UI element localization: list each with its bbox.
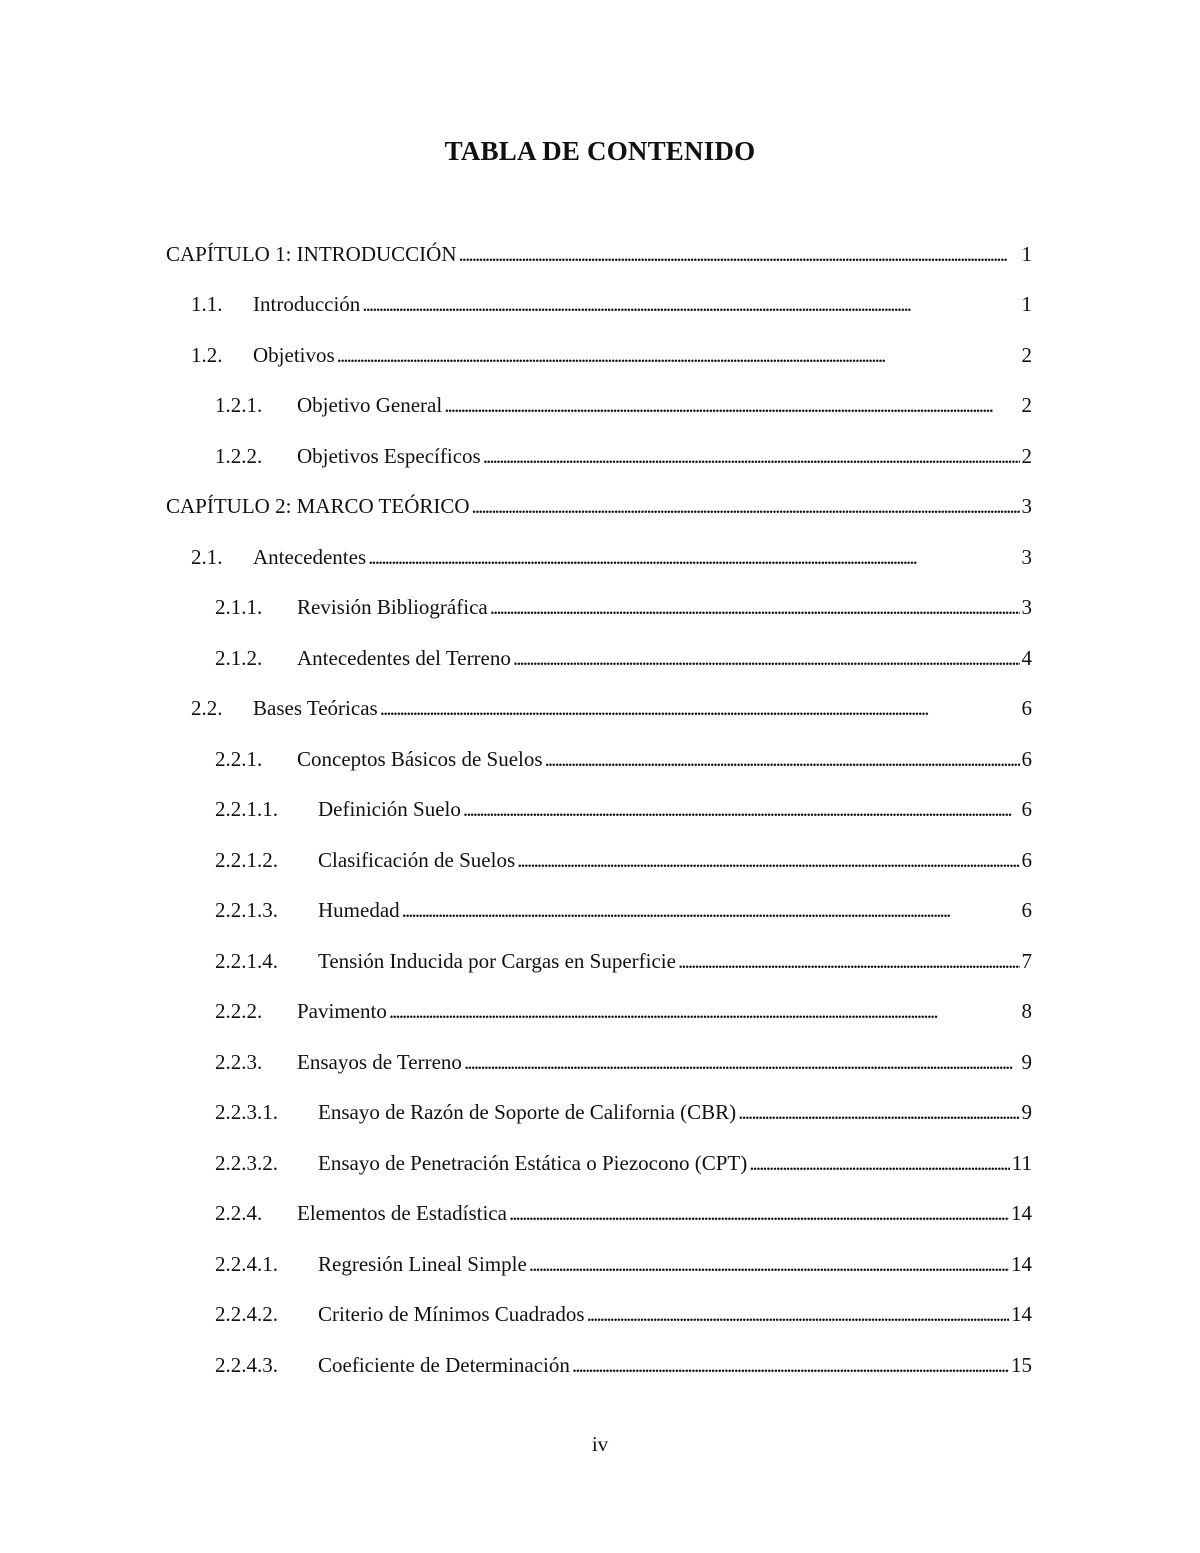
toc-entry[interactable] (166, 431, 1032, 482)
toc-entry-number: 2.1.2. (215, 645, 263, 670)
toc-dot-leader (402, 900, 1020, 921)
toc-entry-label: Bases Teóricas (253, 696, 378, 721)
toc-entry[interactable] (166, 633, 1032, 684)
toc-entry-label: Objetivo General (297, 393, 443, 418)
toc-dot-leader (738, 1102, 1019, 1123)
toc-entry[interactable] (166, 936, 1032, 987)
toc-entry-label: Introducción (253, 292, 361, 317)
toc-entry-page: 4 (1021, 645, 1032, 670)
toc-entry-label: CAPÍTULO 1: INTRODUCCIÓN (166, 241, 457, 266)
toc-entry-page: 6 (1021, 797, 1032, 822)
toc-entry-page: 2 (1021, 342, 1032, 367)
toc-entry-page: 9 (1021, 1049, 1032, 1074)
toc-entry-page: 1 (1021, 241, 1032, 266)
page-number: iv (591, 1432, 609, 1456)
page-title: TABLA DE CONTENIDO (444, 136, 756, 166)
toc-entry-page: 6 (1021, 847, 1032, 872)
toc-entry-number: 2.2.4. (215, 1201, 263, 1226)
toc-entry-label: Pavimento (297, 999, 387, 1024)
toc-entry-number: 2.2.3.2. (215, 1150, 278, 1175)
toc-entry-number: 2.2.1.2. (215, 847, 278, 872)
toc-entry[interactable] (166, 229, 1032, 280)
toc-dot-leader (464, 1052, 1020, 1073)
toc-entry-label: Regresión Lineal Simple (318, 1251, 527, 1276)
toc-entry-label: Ensayo de Penetración Estática o Piezocono (CPT) (318, 1150, 748, 1175)
toc-dot-leader (678, 951, 1020, 972)
toc-entry-number: 1.1. (191, 292, 223, 317)
toc-entry[interactable] (166, 1138, 1032, 1189)
toc-dot-leader (587, 1304, 1009, 1325)
toc-dot-leader (545, 749, 1020, 770)
toc-entry-label: Criterio de Mínimos Cuadrados (318, 1302, 585, 1327)
toc-entry[interactable] (166, 785, 1032, 836)
toc-entry[interactable] (166, 835, 1032, 886)
toc-dot-leader (362, 294, 1019, 315)
toc-entry[interactable] (166, 1340, 1032, 1391)
toc-entry-label: Ensayo de Razón de Soporte de California (CBR) (318, 1100, 737, 1125)
toc-entry-number: 2.2.1.4. (215, 948, 278, 973)
toc-entry-page: 3 (1021, 595, 1032, 620)
toc-entry-page: 6 (1021, 696, 1032, 721)
toc-entry[interactable] (166, 886, 1032, 937)
toc-dot-leader (337, 345, 1020, 366)
toc-dot-leader (517, 850, 1019, 871)
toc-entry[interactable] (166, 583, 1032, 634)
toc-entry-page: 3 (1021, 494, 1032, 519)
toc-entry-number: 2.2.4.3. (215, 1352, 278, 1377)
toc-dot-leader (444, 395, 1019, 416)
toc-entry-label: Antecedentes (253, 544, 367, 569)
toc-entry-page: 14 (1011, 1251, 1032, 1276)
toc-entry-page: 6 (1021, 746, 1032, 771)
toc-dot-leader (472, 496, 1020, 517)
toc-entry[interactable] (166, 1037, 1032, 1088)
toc-entry[interactable] (166, 532, 1032, 583)
toc-entry-number: 2.2.4.2. (215, 1302, 278, 1327)
toc-entry-number: 2.2.1.3. (215, 898, 278, 923)
toc-entry-page: 6 (1021, 898, 1032, 923)
toc-entry-label: Objetivos Específicos (297, 443, 481, 468)
toc-entry-page: 7 (1021, 948, 1032, 973)
toc-entry-page: 15 (1011, 1352, 1032, 1377)
toc-entry-number: 2.2.1. (215, 746, 263, 771)
toc-entry-number: 2.1. (191, 544, 223, 569)
toc-entry[interactable] (166, 482, 1032, 533)
table-of-contents (166, 229, 1032, 1391)
toc-entry-page: 11 (1011, 1150, 1032, 1175)
toc-entry-page: 9 (1021, 1100, 1032, 1125)
toc-entry-page: 2 (1021, 443, 1032, 468)
toc-entry-number: 2.2.3. (215, 1049, 263, 1074)
toc-dot-leader (490, 597, 1020, 618)
toc-dot-leader (529, 1254, 1009, 1275)
toc-entry-page: 8 (1021, 999, 1032, 1024)
toc-entry[interactable] (166, 1290, 1032, 1341)
toc-entry-label: Elementos de Estadística (297, 1201, 507, 1226)
toc-dot-leader (509, 1203, 1009, 1224)
toc-entry-number: 2.2. (191, 696, 223, 721)
toc-entry-label: Antecedentes del Terreno (297, 645, 511, 670)
toc-dot-leader (380, 698, 1020, 719)
toc-dot-leader (513, 648, 1020, 669)
toc-entry-number: 1.2.2. (215, 443, 263, 468)
toc-entry-number: 2.2.4.1. (215, 1251, 278, 1276)
toc-entry-label: Conceptos Básicos de Suelos (297, 746, 543, 771)
toc-entry-label: Tensión Inducida por Cargas en Superficie (318, 948, 676, 973)
toc-entry-label: Coeficiente de Determinación (318, 1352, 570, 1377)
toc-entry[interactable] (166, 381, 1032, 432)
toc-entry-label: Revisión Bibliográfica (297, 595, 488, 620)
toc-entry-label: CAPÍTULO 2: MARCO TEÓRICO (166, 494, 470, 519)
toc-entry-number: 1.2. (191, 342, 223, 367)
toc-dot-leader (572, 1355, 1009, 1376)
toc-entry-label: Objetivos (253, 342, 335, 367)
toc-entry-number: 2.2.1.1. (215, 797, 278, 822)
toc-entry[interactable] (166, 330, 1032, 381)
toc-entry-page: 14 (1011, 1201, 1032, 1226)
toc-entry-label: Ensayos de Terreno (297, 1049, 462, 1074)
toc-entry-label: Humedad (318, 898, 400, 923)
toc-entry-label: Definición Suelo (318, 797, 461, 822)
toc-entry-page: 14 (1011, 1302, 1032, 1327)
toc-entry[interactable] (166, 734, 1032, 785)
toc-dot-leader (459, 244, 1020, 265)
toc-entry-page: 1 (1021, 292, 1032, 317)
toc-dot-leader (389, 1001, 1020, 1022)
toc-entry-number: 2.2.3.1. (215, 1100, 278, 1125)
toc-entry-number: 2.2.2. (215, 999, 263, 1024)
toc-entry-page: 2 (1021, 393, 1032, 418)
toc-entry[interactable] (166, 684, 1032, 735)
toc-entry[interactable] (166, 1189, 1032, 1240)
toc-dot-leader (463, 799, 1020, 820)
toc-entry-label: Clasificación de Suelos (318, 847, 516, 872)
toc-entry-number: 2.1.1. (215, 595, 263, 620)
toc-entry[interactable] (166, 1088, 1032, 1139)
toc-entry-page: 3 (1021, 544, 1032, 569)
toc-entry[interactable] (166, 987, 1032, 1038)
toc-entry[interactable] (166, 1239, 1032, 1290)
toc-entry-number: 1.2.1. (215, 393, 263, 418)
toc-dot-leader (483, 446, 1020, 467)
toc-dot-leader (368, 547, 1019, 568)
toc-dot-leader (749, 1153, 1010, 1174)
toc-entry[interactable] (166, 280, 1032, 331)
